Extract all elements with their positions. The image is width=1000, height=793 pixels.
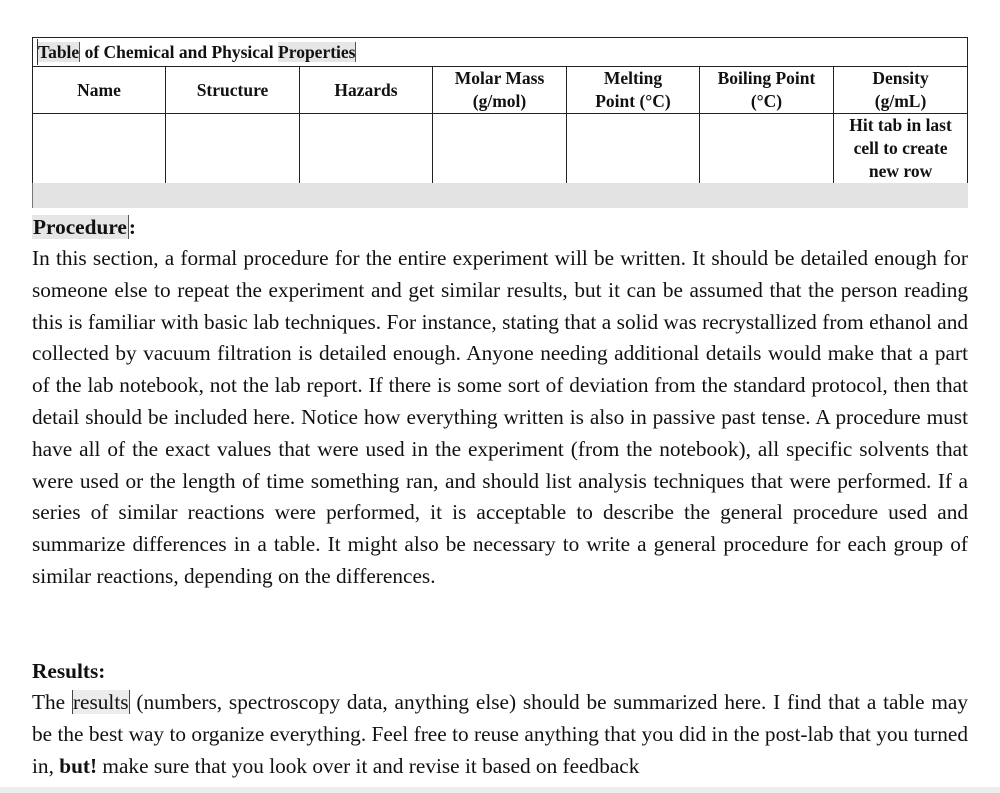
- header-density-line1: Density: [872, 68, 929, 88]
- last-cell-hint-line1: Hit tab in last: [849, 115, 952, 135]
- table-cell-structure[interactable]: [166, 114, 300, 184]
- header-name[interactable]: [33, 67, 166, 114]
- page-bottom-edge: [0, 787, 1000, 793]
- header-molar-mass-line1: Molar Mass: [454, 68, 545, 88]
- last-cell-hint-line2: cell to create: [853, 138, 948, 158]
- header-density-line2: (g/mL): [874, 91, 927, 111]
- table-header-row: [33, 67, 968, 114]
- table-cell-name[interactable]: [33, 114, 166, 184]
- procedure-body[interactable]: In this section, a formal procedure for the entire experiment will be written. It should be detailed enough for someone else to repeat the experiment and get similar results, but it can be assumed that the person reading this is familiar with basic lab techniques. For instance, stating that a solid was recrystallized from ethanol and collected by vacuum filtration is detailed enough. Anyone needing additional details would make that a part of the lab notebook, not the lab report. If there is some sort of deviation from the standard protocol, then that detail should be included here. Notice how everything written is also in passive past tense. A procedure must have all of the exact values that were used in the experiment (from the notebook), all specific solvents that were used or the length of time something ran, and should list analysis techniques that were performed. If a series of similar reactions were performed, it is acceptable to describe the general procedure used and summarize differences in a table. It might also be necessary to write a general procedure for each group of similar reactions, depending on the differences.: [32, 246, 968, 588]
- table-cell-boiling-point[interactable]: [700, 114, 834, 184]
- table-title-field-2[interactable]: Properties: [278, 42, 356, 62]
- header-boiling-point[interactable]: [700, 67, 834, 114]
- procedure-heading: [32, 213, 136, 241]
- table-cell-hazards[interactable]: [300, 114, 433, 184]
- table-cell-melting-point[interactable]: [567, 114, 700, 184]
- header-molar-mass[interactable]: [433, 67, 567, 114]
- properties-table-container: [32, 37, 967, 184]
- table-row: [33, 114, 968, 184]
- results-body-middle: (numbers, spectroscopy data, anything else) should be summarized here. I find that a table may be the best way to organize everything. Feel free to reuse anything that you did in the post-lab that you turned in,: [32, 690, 969, 778]
- table-title-text: of Chemical and Physical: [80, 42, 279, 62]
- procedure-heading-colon: :: [128, 215, 136, 239]
- content-control-bar[interactable]: [32, 183, 968, 208]
- table-title-field-1[interactable]: Table: [38, 42, 80, 62]
- properties-table: [32, 37, 968, 184]
- table-title: [37, 39, 356, 65]
- header-hazards[interactable]: [300, 67, 433, 114]
- results-body-start: The: [32, 690, 72, 714]
- header-structure-label: Structure: [196, 79, 269, 100]
- results-body-end: make sure that you look over it and revise it based on feedback: [97, 753, 640, 778]
- results-body-bold: but!: [59, 753, 98, 778]
- table-cell-density[interactable]: [834, 114, 968, 184]
- procedure-heading-field[interactable]: Procedure: [33, 215, 127, 239]
- header-molar-mass-line2: (g/mol): [472, 91, 527, 111]
- table-title-cell[interactable]: [33, 38, 968, 67]
- header-melting-point-line2: Point (°C): [595, 91, 671, 111]
- header-structure[interactable]: [166, 67, 300, 114]
- results-field[interactable]: results: [72, 690, 129, 714]
- last-cell-hint-line3: new row: [868, 161, 933, 181]
- header-hazards-label: Hazards: [334, 79, 398, 100]
- header-name-label: Name: [77, 79, 121, 100]
- header-boiling-point-line1: Boiling Point: [717, 68, 816, 88]
- results-body[interactable]: [32, 687, 968, 782]
- table-cell-molar-mass[interactable]: [433, 114, 567, 184]
- header-melting-point[interactable]: [567, 67, 700, 114]
- header-boiling-point-line2: (°C): [750, 91, 783, 111]
- results-heading: Results:: [32, 659, 106, 683]
- header-density[interactable]: [834, 67, 968, 114]
- header-melting-point-line1: Melting: [603, 68, 663, 88]
- table-title-row: [33, 38, 968, 67]
